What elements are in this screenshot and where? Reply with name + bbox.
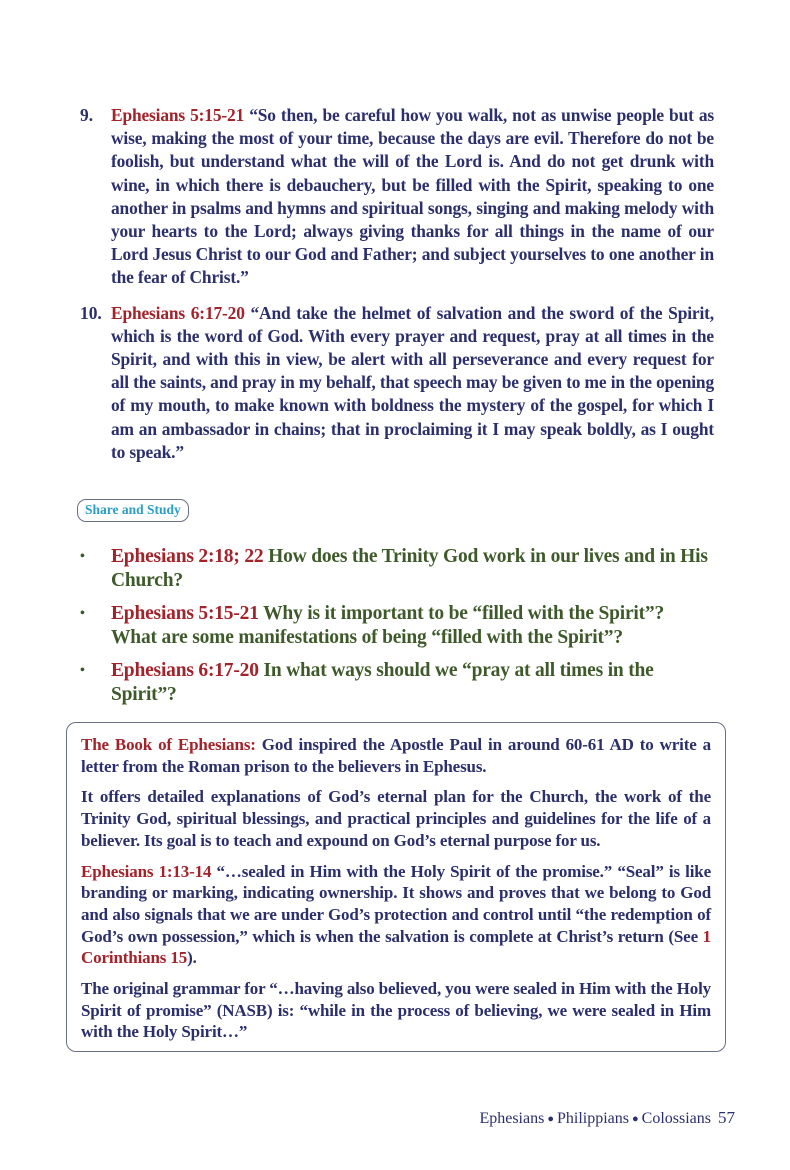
question-item xyxy=(80,659,714,706)
verse-number: 9. xyxy=(80,105,94,125)
verse-reference: Ephesians 6:17-20 xyxy=(111,302,245,323)
page-number: 57 xyxy=(718,1108,735,1127)
bullet-icon: • xyxy=(80,663,85,678)
book-purpose-paragraph: It offers detailed explanations of God’s eternal plan for the Church, the work of the Trinity God, spiritual blessings, and practical principles and guidelines for the life of a believer. Its goal is to teach and expound on God’s eternal purpose for us. xyxy=(81,787,711,850)
question-reference: Ephesians 5:15-21 xyxy=(111,603,259,624)
verse-number: 10. xyxy=(80,302,102,323)
verse-item xyxy=(80,104,714,290)
question-reference: Ephesians 2:18; 22 xyxy=(111,546,264,567)
share-and-study-label: Share and Study xyxy=(77,499,189,522)
verse-body xyxy=(111,302,714,464)
verse-reference: Ephesians 5:15-21 xyxy=(111,105,245,125)
verse-item xyxy=(80,302,714,464)
separator-dot-icon: ● xyxy=(632,1113,639,1125)
question-item xyxy=(80,545,714,592)
question-text: How does the Trinity God work in our lives and in His Church? xyxy=(111,546,708,591)
question-text: Why is it important to be “filled with the Spirit”? What are some manifestations of being “filled with the Spirit”? xyxy=(111,603,665,648)
question-body xyxy=(111,602,714,649)
book-intro-text: God inspired the Apostle Paul in around 60-61 AD to write a letter from the Roman prison to the believers in Ephesus. xyxy=(81,735,712,776)
verse-body xyxy=(111,104,714,290)
question-reference: Ephesians 6:17-20 xyxy=(111,660,259,681)
book-heading: The Book of Ephesians: xyxy=(81,735,256,754)
question-body xyxy=(111,659,714,706)
question-item xyxy=(80,602,714,649)
book-info-box xyxy=(66,722,726,1052)
separator-dot-icon: ● xyxy=(547,1113,554,1125)
verse-text: “And take the helmet of salvation and the sword of the Spirit, which is the word of God. With every prayer and request, pray at all times in the Spirit, and with this in view, be alert with all perseverance and every request for all the saints, and pray in my behalf, that speech may be given to me in the opening of my mouth, to make known with boldness the mystery of the gospel, for which I am an ambassador in chains; that in proclaiming it I may speak boldly, as I ought to speak.” xyxy=(111,302,714,462)
verse-text: “So then, be careful how you walk, not as unwise people but as wise, making the most of your time, because the days are evil. Therefore do not be foolish, but understand what the will of the Lord is. And do not get drunk with wine, in which there is debauchery, but be filled with the Spirit, speaking to one another in psalms and hymns and spiritual songs, singing and making melody with your hearts to the Lord; always giving thanks for all things in the name of our Lord Jesus Christ to our God and Father; and subject yourselves to one another in the fear of Christ.” xyxy=(111,105,714,288)
seal-text: “…sealed in Him with the Holy Spirit of the promise.” “Seal” is like branding or marking, indicating ownership. It shows and proves that we belong to God and also signals that we are under God’s protection and control until “the redemption of God’s own possession,” which is when the salvation is complete at Christ’s return (See xyxy=(81,861,711,946)
bullet-icon: • xyxy=(80,549,85,564)
footer-book: Philippians xyxy=(556,1110,629,1127)
seal-reference: Ephesians 1:13-14 xyxy=(81,861,212,881)
cross-reference: 1 Corinthians 15 xyxy=(81,926,711,968)
question-text: In what ways should we “pray at all times in the Spirit”? xyxy=(111,660,654,705)
book-intro-paragraph xyxy=(81,734,711,777)
footer-book: Ephesians xyxy=(479,1110,545,1127)
bullet-icon: • xyxy=(80,606,85,621)
verse-list xyxy=(80,104,714,464)
grammar-paragraph: The original grammar for “…having also believed, you were sealed in Him with the Holy Spirit of promise” (NASB) is: “while in the process of believing, we were sealed in Him with the Holy Spirit…” xyxy=(81,979,711,1042)
question-body xyxy=(111,545,714,592)
footer-book: Colossians xyxy=(641,1110,711,1127)
seal-text-end: ). xyxy=(187,948,197,968)
page-footer xyxy=(479,1108,735,1128)
seal-paragraph xyxy=(81,861,711,970)
question-list xyxy=(80,545,714,706)
